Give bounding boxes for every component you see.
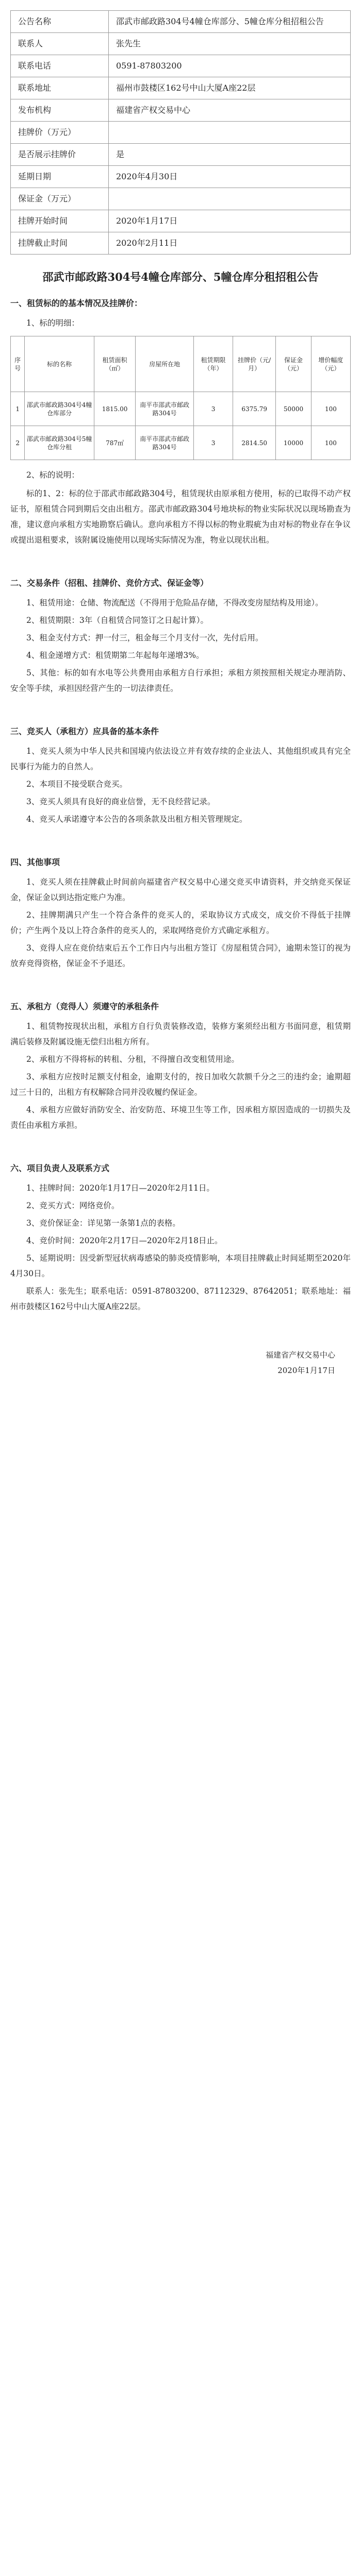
info-row — [11, 188, 351, 210]
footer-org: 福建省产权交易中心 — [265, 1350, 335, 1360]
info-value — [109, 188, 351, 210]
info-key: 是否展示挂牌价 — [11, 144, 109, 166]
table-cell: 2 — [11, 426, 25, 460]
body-paragraph: 1、挂牌时间：2020年1月17日—2020年2月11日。 — [26, 1183, 215, 1193]
info-value: 2020年1月17日 — [109, 210, 351, 232]
body-paragraph: 3、竞得人应在竞价结束后五个工作日内与出租方签订《房屋租赁合同》，逾期未签订的视为放弃竞得资格，保证金不予退还。 — [10, 943, 351, 968]
info-value: 张先生 — [109, 33, 351, 55]
info-row — [11, 11, 351, 33]
body-paragraph: 1、竞买人须为中华人民共和国境内依法设立并有效存续的企业法人、其他组织或具有完全民事行为能力的自然人。 — [10, 747, 351, 771]
body-paragraph: 3、竞买人须具有良好的商业信誉，无不良经营记录。 — [26, 797, 216, 806]
body-paragraph: 3、竞价保证金：详见第一条第1点的表格。 — [26, 1218, 180, 1228]
body-paragraph: 4、竞价时间：2020年2月17日—2020年2月18日止。 — [26, 1236, 223, 1245]
subsection-heading: 1、标的明细： — [26, 318, 79, 328]
info-key: 联系地址 — [11, 77, 109, 99]
section-heading: 五、承租方（竞得人）须遵守的承租条件 — [10, 1002, 159, 1011]
body-paragraph: 2、本项目不接受联合竞买。 — [26, 779, 127, 789]
section-heading: 二、交易条件（招租、挂牌价、竞价方式、保证金等） — [10, 578, 209, 588]
table-cell: 邵武市邮政路304号4幢仓库部分 — [25, 392, 94, 426]
asset-table-header-row — [11, 336, 351, 392]
subsection-heading: 2、标的说明： — [26, 470, 79, 480]
body-paragraph: 4、承租方应做好消防安全、治安防范、环境卫生等工作，因承租方原因造成的一切损失及责任由承租方承担。 — [10, 1105, 351, 1130]
table-cell: 3 — [193, 426, 233, 460]
info-row — [11, 99, 351, 122]
info-row — [11, 122, 351, 144]
info-row — [11, 232, 351, 255]
body-paragraph: 3、租金支付方式：押一付三，租金每三个月支付一次，先付后用。 — [26, 633, 264, 642]
body-paragraph: 2、竞买方式：网络竞价。 — [26, 1201, 120, 1210]
table-cell: 3 — [193, 392, 233, 426]
table-cell: 邵武市邮政路304号5幢仓库分租 — [25, 426, 94, 460]
section-heading: 六、项目负责人及联系方式 — [10, 1163, 110, 1173]
table-cell: 南平市邵武市邮政路304号 — [136, 426, 194, 460]
info-value: 是 — [109, 144, 351, 166]
body-paragraph: 3、承租方应按时足额支付租金，逾期支付的，按日加收欠款额千分之三的违约金；逾期超过三十日的，出租方有权解除合同并没收履约保证金。 — [10, 1072, 351, 1097]
body-paragraph: 2、承租方不得将标的转租、分租，不得擅自改变租赁用途。 — [26, 1055, 239, 1064]
table-cell: 10000 — [276, 426, 311, 460]
info-value: 0591-87803200 — [109, 55, 351, 77]
info-key: 公告名称 — [11, 11, 109, 33]
col-header: 保证金（元） — [276, 336, 311, 392]
table-cell: 100 — [311, 392, 350, 426]
notice-title: 邵武市邮政路304号4幢仓库部分、5幢仓库分租招租公告 — [42, 270, 319, 283]
table-cell: 南平市邵武市邮政路304号 — [136, 392, 194, 426]
info-key: 挂牌价（万元） — [11, 122, 109, 144]
body-paragraph: 1、租赁物按现状出租，承租方自行负责装修改造，装修方案须经出租方书面同意，租赁期满后装修及附属设施无偿归出租方所有。 — [10, 1022, 351, 1046]
info-row — [11, 33, 351, 55]
info-value — [109, 122, 351, 144]
info-row — [11, 55, 351, 77]
col-header: 标的名称 — [25, 336, 94, 392]
info-key: 联系人 — [11, 33, 109, 55]
info-value: 福州市鼓楼区162号中山大厦A座22层 — [109, 77, 351, 99]
table-cell: 787㎡ — [94, 426, 135, 460]
table-cell: 2814.50 — [233, 426, 276, 460]
info-key: 延期日期 — [11, 166, 109, 188]
table-cell: 6375.79 — [233, 392, 276, 426]
table-row — [11, 426, 351, 460]
asset-table — [10, 336, 351, 460]
col-header: 租赁期限（年） — [193, 336, 233, 392]
info-value: 2020年2月11日 — [109, 232, 351, 255]
section-heading: 四、其他事项 — [10, 857, 60, 867]
info-key: 挂牌开始时间 — [11, 210, 109, 232]
contact-paragraph: 联系人：张先生；联系电话：0591-87803200、87112329、87642051；联系地址：福州市鼓楼区162号中山大厦A座22层。 — [10, 1286, 351, 1311]
info-row — [11, 166, 351, 188]
body-paragraph: 4、租金递增方式：租赁期第二年起每年递增3%。 — [26, 651, 204, 660]
body-paragraph: 5、其他：标的如有水电等公共费用由承租方自行承担；承租方须按照相关规定办理消防、安全等手续，承担因经营产生的一切法律责任。 — [10, 668, 351, 693]
table-cell: 100 — [311, 426, 350, 460]
section-heading: 一、租赁标的的基本情况及挂牌价： — [10, 298, 143, 308]
table-cell: 1 — [11, 392, 25, 426]
body-paragraph: 2、租赁期限：3年（自租赁合同签订之日起计算）。 — [26, 616, 208, 625]
body-paragraph: 1、租赁用途：仓储、物流配送（不得用于危险品存储，不得改变房屋结构及用途）。 — [26, 598, 323, 607]
body-paragraph: 5、延期说明：因受新型冠状病毒感染的肺炎疫情影响，本项目挂牌截止时间延期至2020年4月30日。 — [10, 1253, 351, 1278]
col-header: 挂牌价（元/月） — [233, 336, 276, 392]
col-header: 增价幅度（元） — [311, 336, 350, 392]
body-paragraph: 1、竞买人须在挂牌截止时间前向福建省产权交易中心递交竞买申请资料，并交纳竞买保证金，保证金以到达指定账户为准。 — [10, 877, 351, 902]
section-heading: 三、竞买人（承租方）应具备的基本条件 — [10, 726, 159, 736]
info-key: 挂牌截止时间 — [11, 232, 109, 255]
info-key: 联系电话 — [11, 55, 109, 77]
info-value: 福建省产权交易中心 — [109, 99, 351, 122]
table-row — [11, 392, 351, 426]
info-row — [11, 77, 351, 99]
col-header: 序号 — [11, 336, 25, 392]
body-paragraph: 标的1、2：标的位于邵武市邮政路304号，租赁现状由原承租方使用，标的已取得不动产权证书，原租赁合同到期后交由出租方。邵武市邮政路304号地块标的物业实际状况以现场勘查为准，建议意向承租方实地勘察后确认。意向承租方不得以标的物业瑕疵为由对标的物业存在争议或提出退租要求，该附属设施使用以现场实际情况为准，物业以现状出租。 — [10, 489, 351, 545]
info-value: 邵武市邮政路304号4幢仓库部分、5幢仓库分租招租公告 — [109, 11, 351, 33]
table-cell: 1815.00 — [94, 392, 135, 426]
info-value: 2020年4月30日 — [109, 166, 351, 188]
info-key: 发布机构 — [11, 99, 109, 122]
notice-body — [10, 268, 351, 1378]
project-info-table — [10, 10, 351, 255]
info-key: 保证金（万元） — [11, 188, 109, 210]
table-cell: 50000 — [276, 392, 311, 426]
body-paragraph: 4、竞买人承诺遵守本公告的各项条款及出租方相关管理规定。 — [26, 815, 248, 824]
info-row — [11, 210, 351, 232]
body-paragraph: 2、挂牌期满只产生一个符合条件的竞买人的，采取协议方式成交，成交价不得低于挂牌价；产生两个及以上符合条件的竞买人的，采取网络竞价方式确定承租方。 — [10, 910, 351, 935]
col-header: 房屋所在地 — [136, 336, 194, 392]
footer-date: 2020年1月17日 — [277, 1366, 335, 1375]
col-header: 租赁面积（㎡） — [94, 336, 135, 392]
info-row — [11, 144, 351, 166]
